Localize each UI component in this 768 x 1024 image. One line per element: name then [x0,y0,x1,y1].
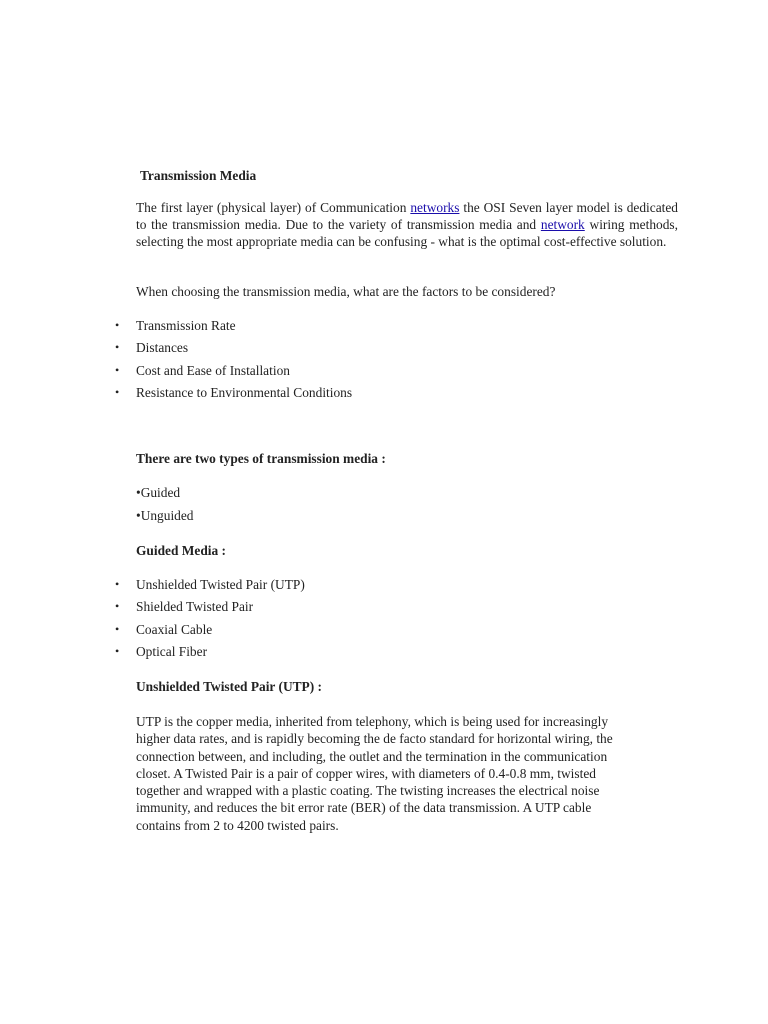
page-title: Transmission Media [140,168,257,183]
intro-text-3: wiring methods, selecting the most appropriate media can be confusing - what is the optimal cost-effective solution. [136,217,678,249]
paragraph-line: higher data rates, and is rapidly becoming the de facto standard for horizontal wiring, the [136,731,613,747]
paragraph-line: closet. A Twisted Pair is a pair of copper wires, with diameters of 0.4-0.8 mm, twisted [136,765,596,781]
bullet-icon: • [115,621,120,636]
paragraph-line: immunity, and reduces the bit error rate (BER) of the data transmission. A UTP cable [136,800,592,816]
intro-text-2: the OSI Seven layer model is dedicated to the transmission media. Due to the variety of transmission media and [136,200,678,232]
bullet-icon: • [115,599,120,614]
factors-list [0,317,700,406]
utp-heading: Unshielded Twisted Pair (UTP) : [136,679,322,694]
utp-paragraph [136,713,676,834]
list-item: •Unguided [136,507,194,523]
paragraph-line: UTP is the copper media, inherited from telephony, which is being used for increasingly [136,714,609,729]
intro-text-1: The first layer (physical layer) of Communication [136,200,411,215]
paragraph-line: contains from 2 to 4200 twisted pairs. [136,817,339,833]
list-item: • Cost and Ease of Installation [115,362,290,378]
paragraph-line: connection between, and including, the outlet and the termination in the communication [136,748,608,764]
list-item: • Resistance to Environmental Conditions [115,384,353,400]
types-heading: There are two types of transmission media : [136,451,386,466]
list-item: • Coaxial Cable [115,621,213,637]
bullet-icon: • [115,643,120,658]
guided-list [0,576,700,665]
list-item: • Transmission Rate [115,318,236,333]
list-item: • Shielded Twisted Pair [115,599,254,615]
bullet-icon: • [115,318,120,332]
bullet-icon: • [115,577,120,591]
factors-question: When choosing the transmission media, what are the factors to be considered? [136,284,556,299]
types-list [136,484,194,529]
guided-heading: Guided Media : [136,543,227,558]
bullet-icon: • [115,362,120,377]
list-item: • Optical Fiber [115,643,208,659]
list-item: • Distances [115,340,189,356]
bullet-icon: • [115,384,120,399]
intro-paragraph [136,199,678,250]
list-item: •Guided [136,485,181,500]
list-item: • Unshielded Twisted Pair (UTP) [115,577,305,592]
network-link[interactable]: network [540,217,585,232]
bullet-icon: • [115,340,120,355]
networks-link[interactable]: networks [410,200,460,215]
paragraph-line: together and wrapped with a plastic coating. The twisting increases the electrical noise [136,783,600,799]
